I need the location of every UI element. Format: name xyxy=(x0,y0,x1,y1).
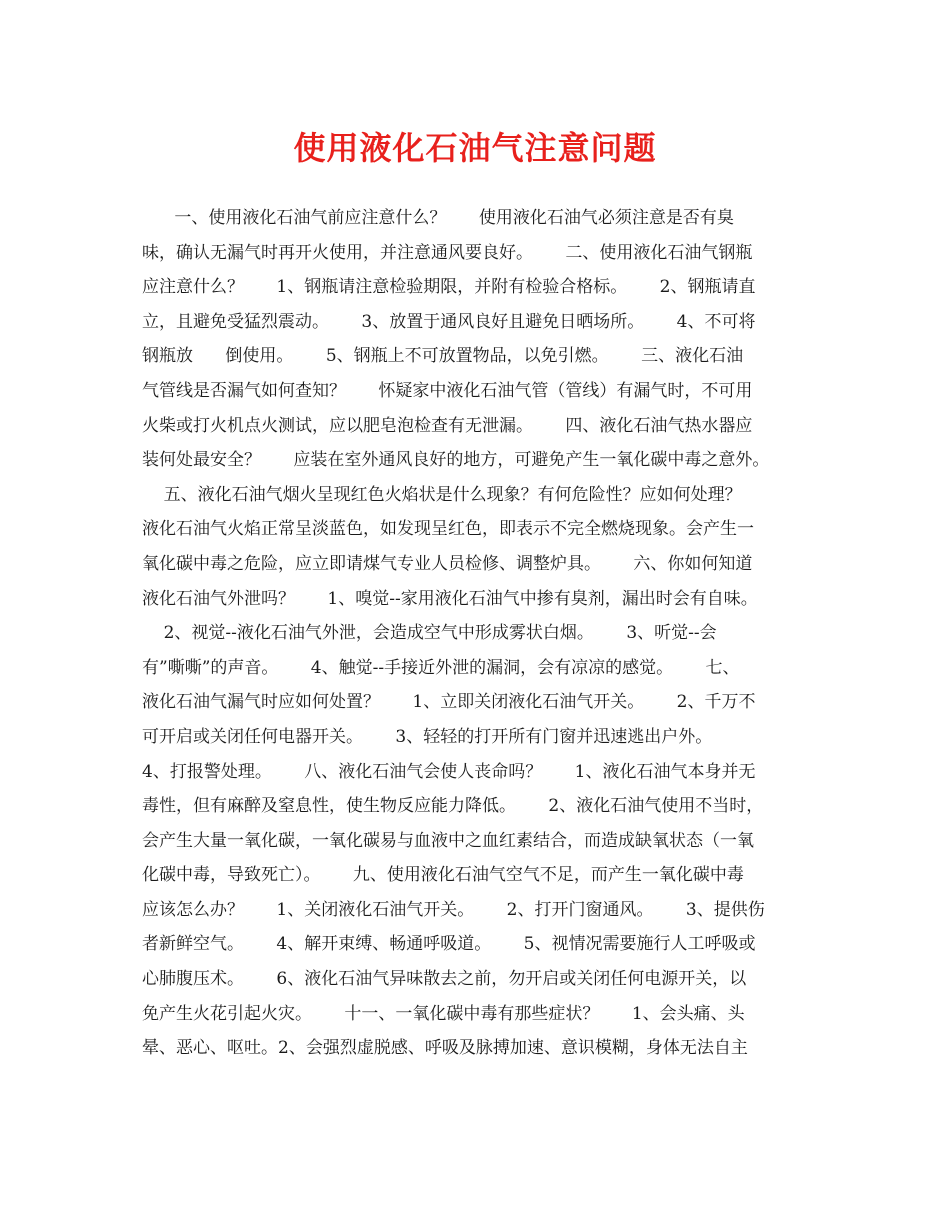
text-line: 可开启或关闭任何电器开关。 3、轻轻的打开所有门窗并迅速逃出户外。 xyxy=(142,726,713,747)
text-line: 五、液化石油气烟火呈现红色火焰状是什么现象？有何危险性？应如何处理？ xyxy=(142,484,742,505)
text-line: 钢瓶放 倒使用。 5、钢瓶上不可放置物品，以免引燃。 三、液化石油 xyxy=(142,346,744,367)
page-title: 使用液化石油气注意问题 xyxy=(293,129,657,167)
text-line: 会产生大量一氧化碳，一氧化碳易与血液中之血红素结合，而造成缺氧状态（一氧 xyxy=(142,830,754,851)
text-line: 一、使用液化石油气前应注意什么？ 使用液化石油气必须注意是否有臭 xyxy=(142,208,734,228)
text-line: 2、视觉--液化石油气外泄，会造成空气中形成雾状白烟。 3、听觉--会 xyxy=(142,623,717,644)
text-line: 毒性，但有麻醉及窒息性，使生物反应能力降低。 2、液化石油气使用不当时， xyxy=(142,796,764,817)
text-line: 立，且避免受猛烈震动。 3、放置于通风良好且避免日晒场所。 4、不可将 xyxy=(142,311,756,332)
text-line: 液化石油气外泄吗？ 1、嗅觉--家用液化石油气中掺有臭剂，漏出时会有自味。 xyxy=(142,588,758,609)
text-line: 液化石油气漏气时应如何处置？ 1、立即关闭液化石油气开关。 2、千万不 xyxy=(142,692,756,713)
text-line: 化碳中毒，导致死亡）。 九、使用液化石油气空气不足，而产生一氧化碳中毒 xyxy=(142,865,744,886)
text-line: 应注意什么？ 1、钢瓶请注意检验期限，并附有检验合格标。 2、钢瓶请直 xyxy=(142,277,756,298)
text-line: 晕、恶心、呕吐。2、会强烈虚脱感、呼吸及脉搏加速、意识模糊，身体无法自主 xyxy=(142,1038,748,1059)
text-line: 者新鲜空气。 4、解开束缚、畅通呼吸道。 5、视情况需要施行人工呼吸或 xyxy=(142,934,756,955)
text-line: 气管线是否漏气如何查知？ 怀疑家中液化石油气管（管线）有漏气时，不可用 xyxy=(142,380,753,401)
body-text xyxy=(142,201,822,1066)
text-line: 4、打报警处理。 八、液化石油气会使人丧命吗？ 1、液化石油气本身并无 xyxy=(142,761,756,782)
text-line: 免产生火花引起火灾。 十一、一氧化碳中毒有那些症状？ 1、会头痛、头 xyxy=(142,1003,745,1024)
text-line: 有”嘶嘶”的声音。 4、触觉--手接近外泄的漏洞，会有凉凉的感觉。 七、 xyxy=(142,657,740,678)
text-line: 应该怎么办？ 1、关闭液化石油气开关。 2、打开门窗通风。 3、提供伤 xyxy=(142,899,765,920)
text-line: 装何处最安全？ 应装在室外通风良好的地方，可避免产生一氧化碳中毒之意外。 xyxy=(142,450,770,471)
text-line: 火柴或打火机点火测试，应以肥皂泡检查有无泄漏。 四、液化石油气热水器应 xyxy=(142,415,753,436)
text-line: 液化石油气火焰正常呈淡蓝色，如发现呈红色，即表示不完全燃烧现象。会产生一 xyxy=(142,519,754,540)
text-line: 氧化碳中毒之危险，应立即请煤气专业人员检修、调整炉具。 六、你如何知道 xyxy=(142,553,753,574)
text-line: 味，确认无漏气时再开火使用，并注意通风要良好。 二、使用液化石油气钢瓶 xyxy=(142,242,753,263)
text-line: 心肺腹压术。 6、液化石油气异味散去之前，勿开启或关闭任何电源开关，以 xyxy=(142,969,747,990)
